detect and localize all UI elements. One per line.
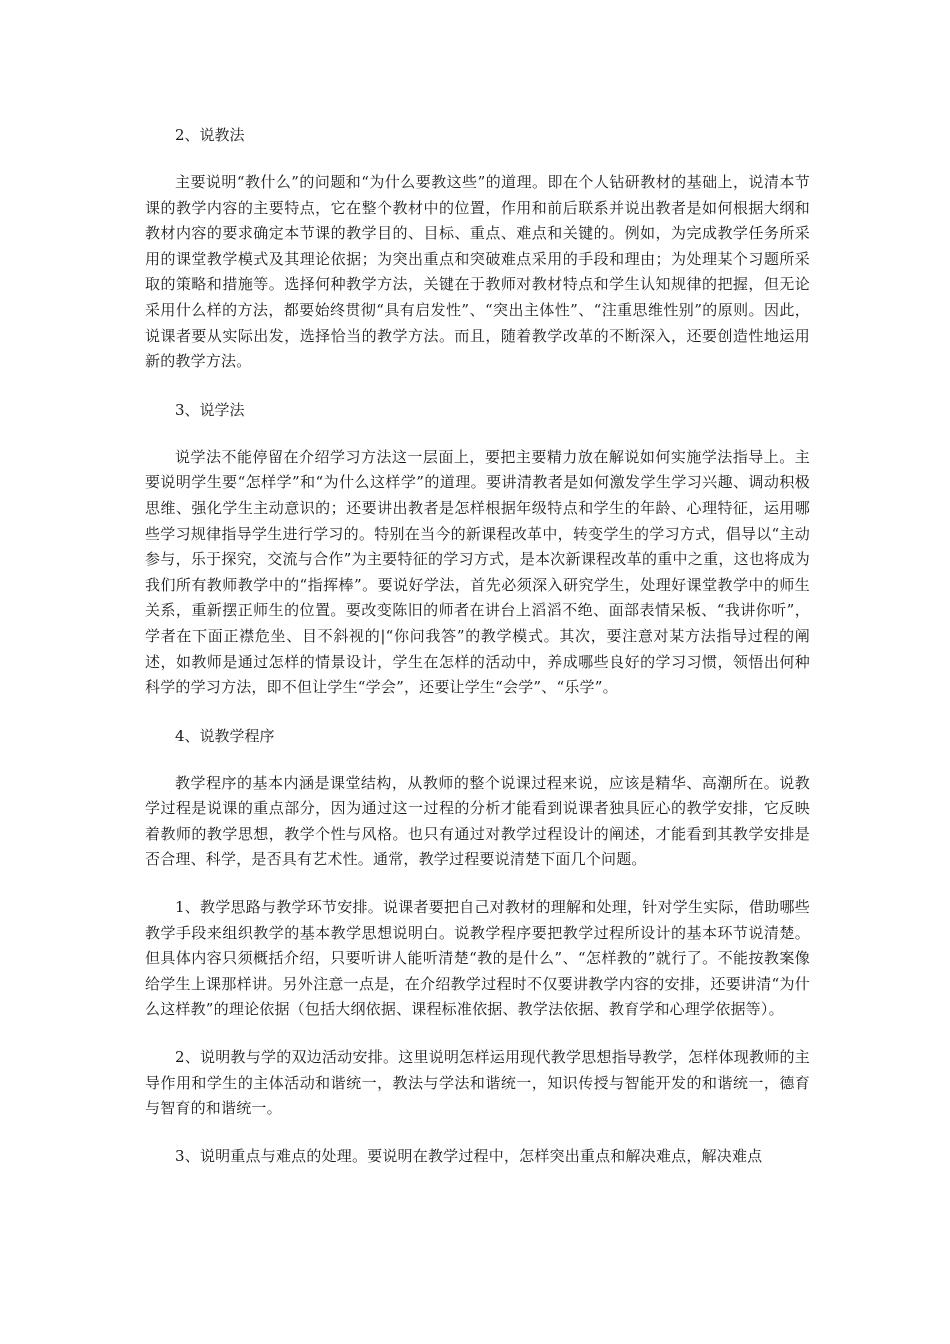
paragraph-teaching-method: 主要说明“教什么”的问题和“为什么要教这些”的道理。即在个人钻研教材的基础上，说清本节课的教学内容的主要特点，它在整个教材中的位置，作用和前后联系并说出教者是如何根据大纲和教材内容的要求确定本节课的教学目的、目标、重点、难点和关键的。例如，为完成教学任务所采用的课堂教学模式及其理论依据；为突出重点和突破难点采用的手段和理由；为处理某个习题所采取的策略和措施等。选择何种教学方法，关键在于教师对教材特点和学生认知规律的把握，但无论采用什么样的方法，都要始终贯彻“具有启发性”、“突出主体性”、“注重思维性别”的原则。因此，说课者要从实际出发，选择恰当的教学方法。而且，随着教学改革的不断深入，还要创造性地运用新的教学方法。 <box>145 173 810 371</box>
paragraph-procedure-point-3: 3、说明重点与难点的处理。要说明在教学过程中，怎样突出重点和解决难点，解决难点 <box>175 1146 763 1165</box>
paragraph-procedure-intro: 教学程序的基本内涵是课堂结构，从教师的整个说课过程来说，应该是精华、高潮所在。说教学过程是说课的重点部分，因为通过这一过程的分析才能看到说课者独具匠心的教学安排，它反映着教师的教学思想，教学个性与风格。也只有通过对教学过程设计的阐述，才能看到其教学安排是否合理、科学，是否具有艺术性。通常，教学过程要说清楚下面几个问题。 <box>145 773 810 869</box>
paragraph-learning-method: 说学法不能停留在介绍学习方法这一层面上，要把主要精力放在解说如何实施学法指导上。主要说明学生要“怎样学”和“为什么这样学”的道理。要讲清教者是如何激发学生学习兴趣、调动积极思维、强化学生主动意识的；还要讲出教者是怎样根据年级特点和学生的年龄、心理特征，运用哪些学习规律指导学生进行学习的。特别在当今的新课程改革中，转变学生的学习方式，倡导以“主动参与，乐于探究，交流与合作”为主要特征的学习方式，是本次新课程改革的重中之重，这也将成为我们所有教师教学中的“指挥棒”。要说好学法，首先必须深入研究学生，处理好课堂教学中的师生关系，重新摆正师生的位置。要改变陈旧的师者在讲台上滔滔不绝、面部表情呆板、“我讲你听”，学者在下面正襟危坐、目不斜视的|“你问我答”的教学模式。其次，要注意对某方法指导过程的阐述，如教师是通过怎样的情景设计，学生在怎样的活动中，养成哪些良好的学习习惯，领悟出何种科学的学习方法，即不但让学生“学会”，还要让学生“会学”、“乐学”。 <box>145 447 810 697</box>
section-heading-teaching-procedure: 4、说教学程序 <box>175 726 275 745</box>
paragraph-procedure-point-1: 1、教学思路与教学环节安排。说课者要把自己对教材的理解和处理，针对学生实际，借助哪些教学手段来组织教学的基本教学思想说明白。说教学程序要把教学过程所设计的基本环节说清楚。但具体内容只须概括介绍，只要听讲人能听清楚“教的是什么”、“怎样教的”就行了。不能按教案像给学生上课那样讲。另外注意一点是，在介绍教学过程时不仅要讲教学内容的安排，还要讲清“为什么这样教”的理论依据（包括大纲依据、课程标准依据、教学法依据、教育学和心理学依据等）。 <box>145 898 810 1019</box>
section-heading-learning-method: 3、说学法 <box>175 400 245 419</box>
paragraph-procedure-point-2: 2、说明教与学的双边活动安排。这里说明怎样运用现代教学思想指导教学，怎样体现教师的主导作用和学生的主体活动和谐统一，教法与学法和谐统一，知识传授与智能开发的和谐统一，德育与智育的和谐统一。 <box>145 1048 810 1118</box>
document-page <box>145 122 810 1169</box>
section-heading-teaching-method: 2、说教法 <box>175 126 245 144</box>
